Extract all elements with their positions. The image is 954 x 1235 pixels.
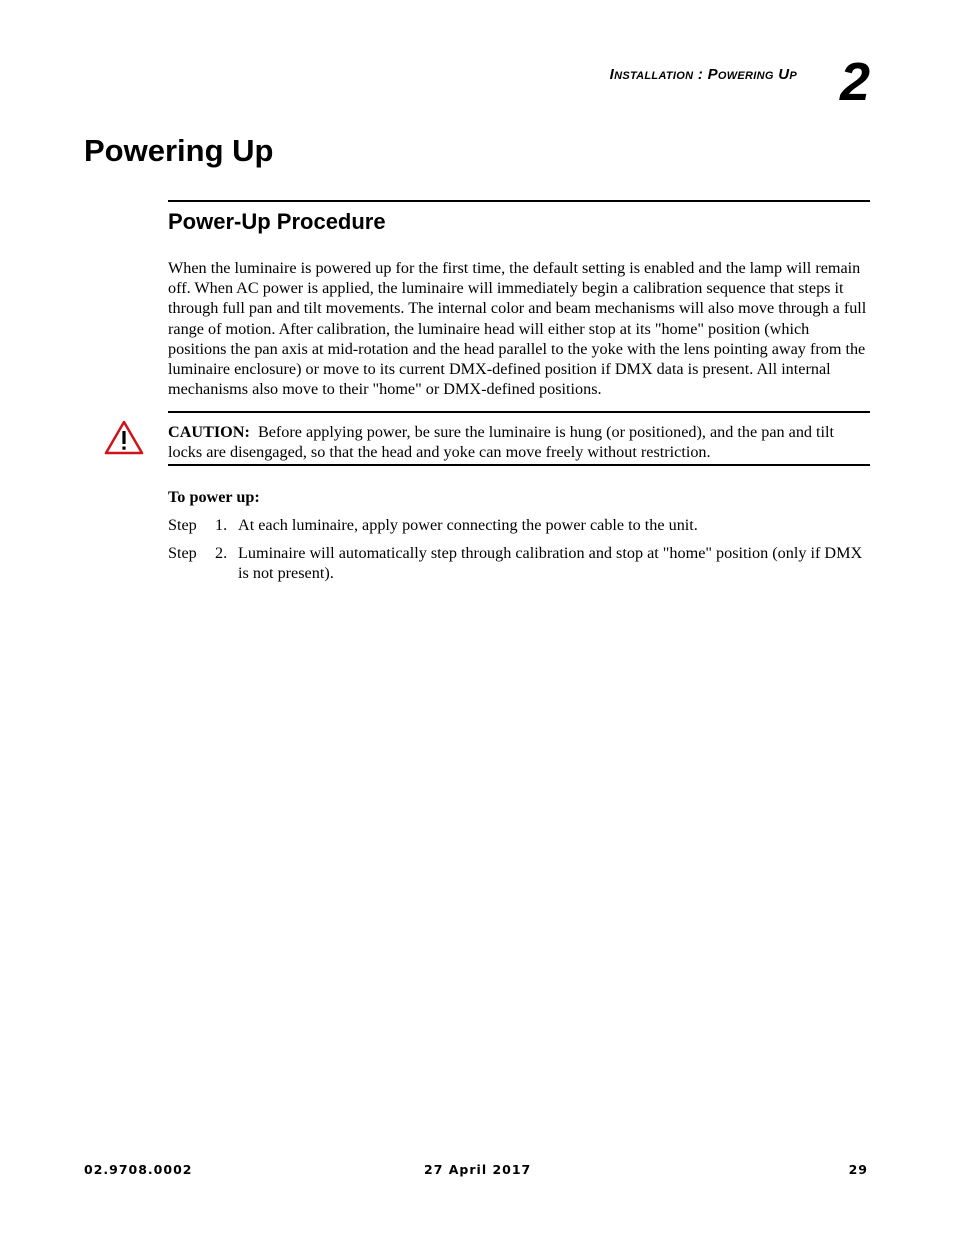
- chapter-number: 2: [839, 52, 870, 112]
- step-word: Step: [168, 516, 197, 534]
- procedure-step-1: [168, 515, 870, 535]
- caution-note: [168, 422, 870, 462]
- step-text: Luminaire will automatically step through calibration and stop at "home" position (only if DMX is not present).: [238, 544, 863, 583]
- footer-doc-number: 02.9708.0002: [84, 1162, 193, 1177]
- caution-divider-top: [168, 411, 870, 413]
- running-head: Installation : Powering Up: [609, 66, 797, 83]
- step-text: At each luminaire, apply power connecting the power cable to the unit.: [238, 516, 698, 534]
- step-number: 1.: [215, 516, 228, 534]
- step-word: Step: [168, 544, 197, 562]
- page-title: Powering Up: [84, 133, 274, 168]
- procedure-heading: To power up:: [168, 488, 260, 506]
- section-title: Power-Up Procedure: [168, 209, 386, 234]
- footer-date: 27 April 2017: [424, 1162, 532, 1177]
- procedure-step-2: [168, 543, 870, 583]
- section-body: When the luminaire is powered up for the first time, the default setting is enabled and the lamp will remain off. When AC power is applied, the luminaire will immediately begin a calibration sequence that steps it through full pan and tilt movements. The internal color and beam mechanisms will also move through a full range of motion. After calibration, the luminaire head will either stop at its "home" position (which positions the pan axis at mid-rotation and the head parallel to the yoke with the lens pointing away from the luminaire enclosure) or move to its current DMX-defined position if DMX data is present. All internal mechanisms also move to their "home" or DMX-defined positions.: [168, 259, 867, 399]
- warning-triangle-icon: [104, 420, 144, 456]
- caution-divider-bottom: [168, 464, 870, 466]
- footer-page-number: 29: [848, 1162, 868, 1177]
- caution-label: CAUTION:: [168, 423, 250, 441]
- section-divider: [168, 200, 870, 202]
- step-number: 2.: [215, 544, 228, 562]
- caution-message: Before applying power, be sure the luminaire is hung (or positioned), and the pan and tilt locks are disengaged, so that the head and yoke can move freely without restriction.: [168, 423, 835, 462]
